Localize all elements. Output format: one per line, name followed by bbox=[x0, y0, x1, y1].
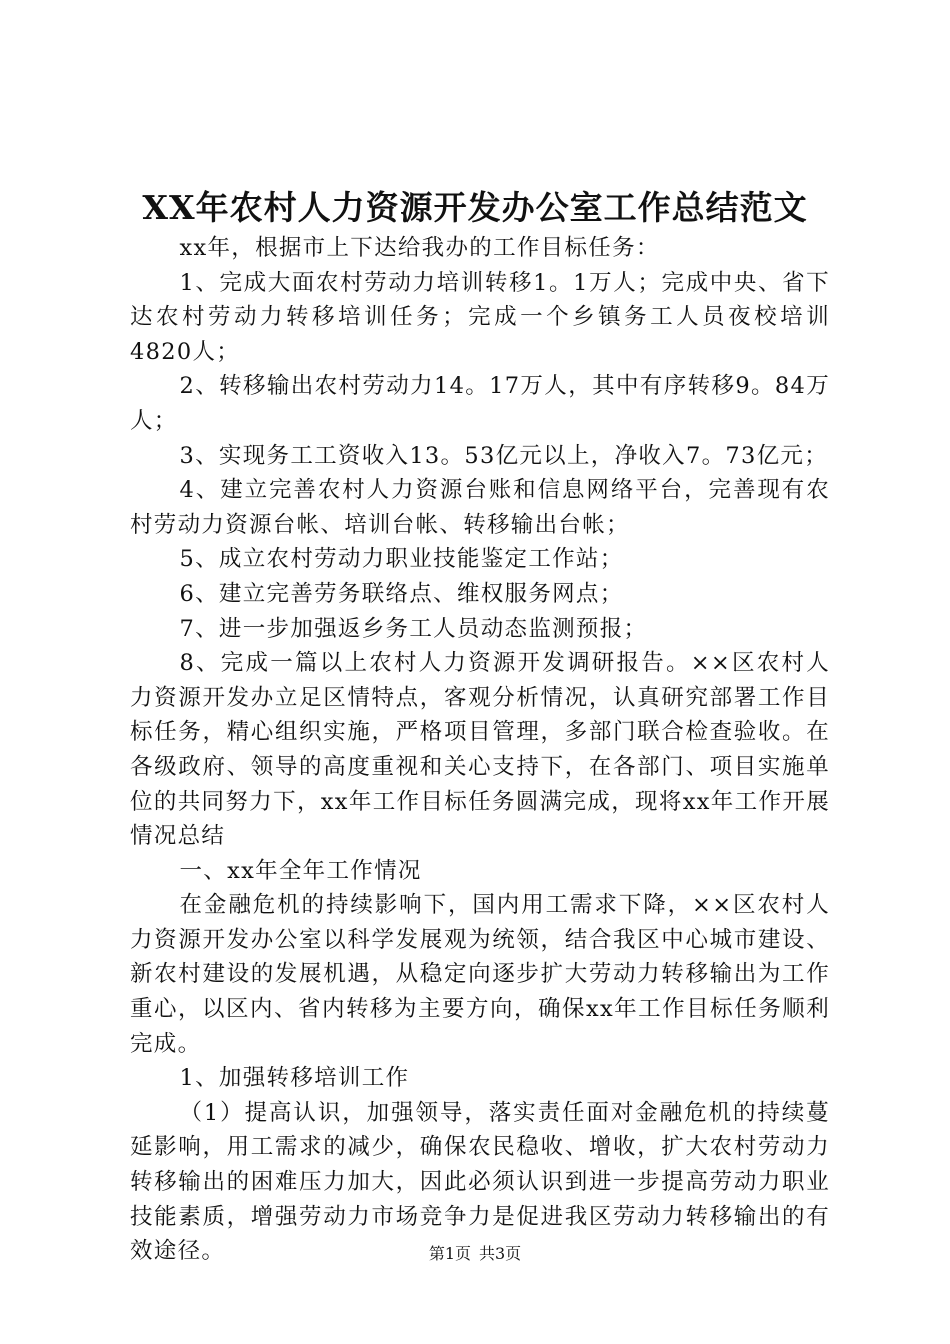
paragraph: 1、完成大面农村劳动力培训转移1。1万人；完成中央、省下达农村劳动力转移培训任务；完成一个乡镇务工人员夜校培训4820人； bbox=[130, 269, 830, 365]
paragraph: 6、建立完善劳务联络点、维权服务网点； bbox=[179, 580, 624, 607]
subsection-heading: 1、加强转移培训工作 bbox=[179, 1065, 410, 1092]
page-total: 共3页 bbox=[479, 1244, 522, 1263]
paragraph: 2、转移输出农村劳动力14。17万人，其中有序转移9。84万人； bbox=[130, 373, 830, 434]
paragraph: 7、进一步加强返乡务工人员动态监测预报； bbox=[179, 615, 648, 642]
paragraph: 8、完成一篇以上农村人力资源开发调研报告。××区农村人力资源开发办立足区情特点，客观分析情况，认真研究部署工作目标任务，精心组织实施，严格项目管理，多部门联合检查验收。在各级政府、领导的高度重视和关心支持下，在各部门、项目实施单位的共同努力下，xx年工作目标任务圆满完成，现将xx年工作开展情况总结 bbox=[130, 650, 830, 850]
document-title: XX年农村人力资源开发办公室工作总结范文 bbox=[142, 188, 808, 227]
paragraph: 5、成立农村劳动力职业技能鉴定工作站； bbox=[179, 546, 624, 573]
paragraph: 在金融危机的持续影响下，国内用工需求下降，××区农村人力资源开发办公室以科学发展观为统领，结合我区中心城市建设、新农村建设的发展机遇，从稳定向逐步扩大劳动力转移输出为工作重心，以区内、省内转移为主要方向，确保xx年工作目标任务顺利完成。 bbox=[130, 892, 830, 1057]
paragraph: xx年，根据市上下达给我办的工作目标任务： bbox=[179, 235, 660, 261]
paragraph: 3、实现务工工资收入13。53亿元以上，净收入7。73亿元； bbox=[179, 442, 829, 469]
paragraph: 4、建立完善农村人力资源台账和信息网络平台，完善现有农村劳动力资源台帐、培训台帐、转移输出台帐； bbox=[130, 477, 830, 538]
document-body bbox=[130, 231, 830, 1269]
section-heading: 一、xx年全年工作情况 bbox=[179, 857, 422, 884]
page-footer bbox=[0, 1243, 950, 1265]
page-number: 第1页 bbox=[428, 1244, 471, 1263]
paragraph: （1）提高认识，加强领导，落实责任面对金融危机的持续蔓延影响，用工需求的减少，确保农民稳收、增收，扩大农村劳动力转移输出的困难压力加大，因此必须认识到进一步提高劳动力职业技能素质，增强劳动力市场竞争力是促进我区劳动力转移输出的有效途径。 bbox=[130, 1099, 830, 1265]
